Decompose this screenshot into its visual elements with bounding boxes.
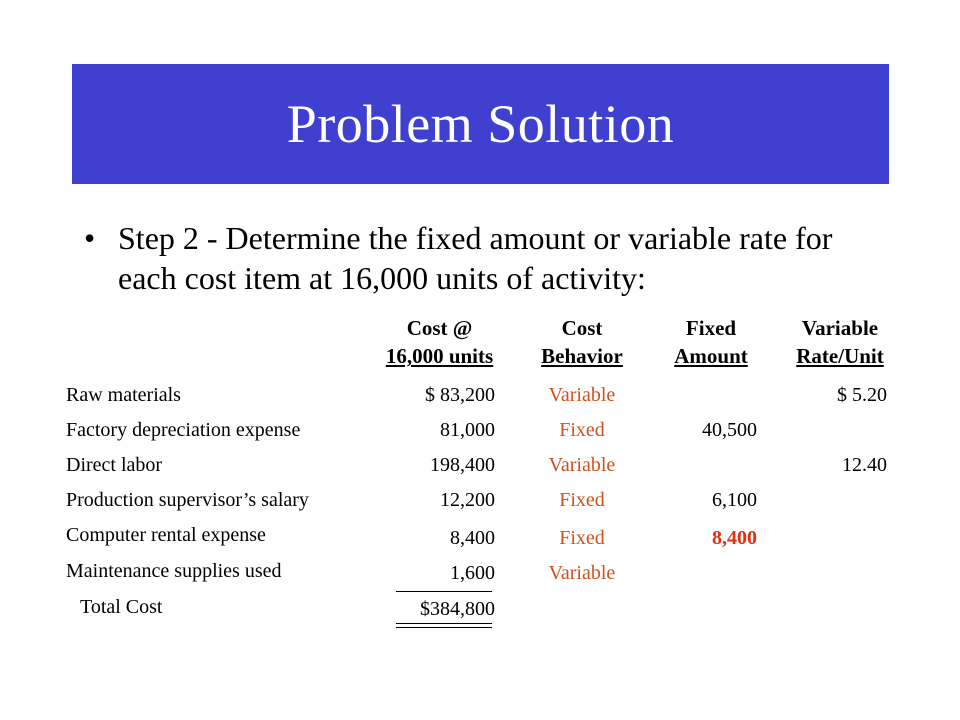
header-fixed-line2: Amount (674, 344, 748, 368)
row-item: Direct labor (66, 454, 163, 476)
row-cost: 1,600 (450, 562, 495, 584)
row-behavior: Variable (548, 454, 616, 476)
total-cost: $384,800 (420, 598, 495, 620)
row-fixed: 40,500 (702, 419, 757, 441)
title-band (72, 64, 889, 184)
header-fixed-line1: Fixed (685, 316, 737, 340)
row-behavior: Fixed (559, 527, 605, 549)
total-label: Total Cost (80, 596, 163, 618)
bullet-point (84, 218, 884, 298)
header-variable-line2: Rate/Unit (796, 344, 884, 368)
row-item: Maintenance supplies used (66, 560, 282, 582)
bullet-text: Step 2 - Determine the fixed amount or variable rate for each cost item at 16,000 units of activity: (118, 220, 833, 296)
header-cost (362, 314, 517, 370)
header-cost-line1: Cost @ (406, 316, 473, 340)
row-behavior: Fixed (559, 489, 605, 511)
row-item: Raw materials (66, 384, 181, 406)
total-double-rule-bottom (396, 627, 492, 628)
row-fixed: 6,100 (712, 489, 757, 511)
header-variable-line1: Variable (801, 316, 879, 340)
bullet-dot: • (84, 220, 96, 256)
header-behavior-line1: Cost (561, 316, 603, 340)
slide-title: Problem Solution (286, 94, 675, 154)
row-behavior: Fixed (559, 419, 605, 441)
row-behavior: Variable (548, 384, 616, 406)
row-cost: 81,000 (440, 419, 495, 441)
row-item: Computer rental expense (66, 524, 266, 546)
row-item: Factory depreciation expense (66, 419, 301, 441)
row-behavior: Variable (548, 562, 616, 584)
row-item: Production supervisor’s salary (66, 489, 309, 511)
header-behavior-line2: Behavior (541, 344, 623, 368)
row-variable: $ 5.20 (837, 384, 887, 406)
total-double-rule-top (396, 623, 492, 624)
header-variable (775, 314, 905, 370)
header-fixed (655, 314, 767, 370)
row-fixed-highlight: 8,400 (712, 527, 757, 549)
row-cost: 8,400 (450, 527, 495, 549)
row-cost: 12,200 (440, 489, 495, 511)
row-cost: $ 83,200 (425, 384, 495, 406)
subtotal-rule (396, 591, 492, 592)
row-variable: 12.40 (842, 454, 887, 476)
header-behavior (522, 314, 642, 370)
row-cost: 198,400 (430, 454, 495, 476)
header-cost-line2: 16,000 units (385, 344, 494, 368)
